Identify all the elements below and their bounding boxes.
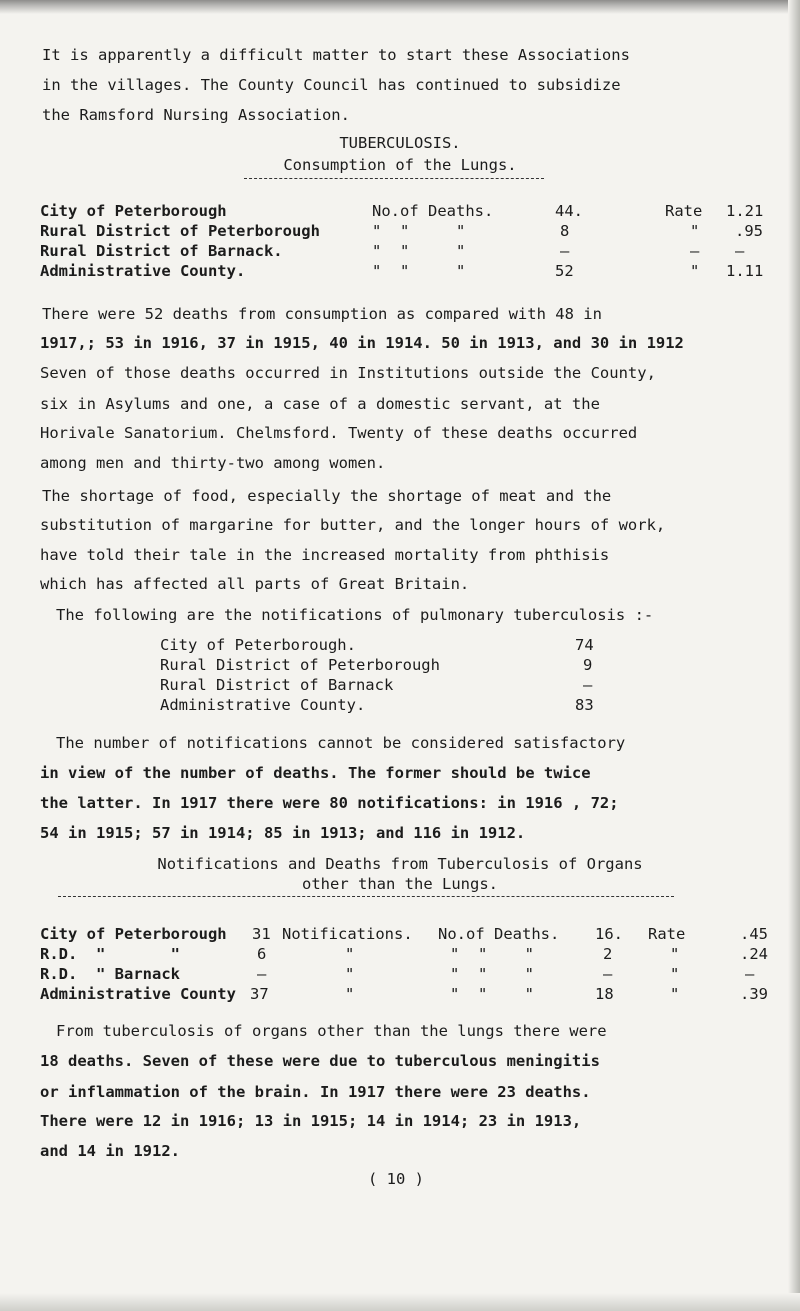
organs-row-area: R.D. " Barnack [40,965,180,983]
notif-row-value: 83 [575,696,594,714]
organs-row-notif-label: " [345,965,355,983]
lung-row-deaths: 44. [555,202,583,220]
lung-row-area: City of Peterborough [40,202,227,220]
organs-row-area: City of Peterborough [40,925,227,943]
consumption-subheading: Consumption of the Lungs. [283,156,517,174]
organs-row-notif-label: " [345,945,355,963]
organs-row-rate-label: " [670,985,680,1003]
notifications-intro: The following are the notifications of pulmonary tuberculosis :- [56,606,654,624]
para5-line: The number of notifications cannot be considered satisfactory [56,734,626,752]
para5-line: the latter. In 1917 there were 80 notifications: in 1916 , 72; [40,794,619,812]
notif-row-area: City of Peterborough. [160,636,356,654]
para2-line: There were 52 deaths from consumption as compared with 48 in [42,305,602,323]
para6-line: and 14 in 1912. [40,1142,180,1160]
organs-row-area: Administrative County [40,985,236,1003]
organs-row-deaths: – [603,965,613,983]
organs-row-deaths-label: No.of Deaths. [438,925,560,943]
para2-line: 1917,; 53 in 1916, 37 in 1915, 40 in 1914. 50 in 1913, and 30 in 1912 [40,334,684,352]
organs-heading: Notifications and Deaths from Tuberculosis of Organs [157,855,643,873]
organs-row-notif-label: " [345,985,355,1003]
lung-row-rate: .95 [735,222,763,240]
para3-line: substitution of margarine for butter, and the longer hours of work, [40,516,666,534]
para2-line: six in Asylums and one, a case of a domestic servant, at the [40,395,600,413]
lung-row-rate-label: " [690,262,700,280]
organs-row-deaths-label: " " " [450,985,534,1003]
lung-row-area: Rural District of Barnack. [40,242,283,260]
organs-row-notif: 31 [252,925,271,943]
lung-row-deaths: 8 [560,222,570,240]
lung-row-area: Administrative County. [40,262,246,280]
organs-row-rate: – [745,965,755,983]
notif-row-area: Administrative County. [160,696,366,714]
lung-row-rate-label: – [690,242,700,260]
heading-underline [244,178,544,179]
lung-row-deaths: 52 [555,262,574,280]
notif-row-value: 74 [575,636,594,654]
para3-line: which has affected all parts of Great Britain. [40,575,470,593]
para3-line: have told their tale in the increased mortality from phthisis [40,546,610,564]
organs-row-deaths-label: " " " [450,945,534,963]
organs-row-rate-label: Rate [648,925,686,943]
page-number: ( 10 ) [368,1170,424,1188]
para2-line: Horivale Sanatorium. Chelmsford. Twenty of these deaths occurred [40,424,638,442]
organs-row-deaths-label: " " " [450,965,534,983]
para6-line: 18 deaths. Seven of these were due to tuberculous meningitis [40,1052,600,1070]
para2-line: Seven of those deaths occurred in Institutions outside the County, [40,364,656,382]
intro-line-2: in the villages. The County Council has continued to subsidize [42,76,621,94]
organs-row-area: R.D. " " [40,945,180,963]
lung-row-label: " " " [372,242,466,260]
organs-row-notif: – [257,965,267,983]
lung-row-label: " " " [372,222,466,240]
organs-row-rate: .45 [740,925,768,943]
organs-row-rate-label: " [670,945,680,963]
para6-line: or inflammation of the brain. In 1917 there were 23 deaths. [40,1083,591,1101]
para3-line: The shortage of food, especially the shortage of meat and the [42,487,612,505]
notif-row-value: 9 [583,656,593,674]
lung-row-label: " " " [372,262,466,280]
tuberculosis-heading: TUBERCULOSIS. [339,134,461,152]
lung-row-deaths: – [560,242,570,260]
para6-line: There were 12 in 1916; 13 in 1915; 14 in 1914; 23 in 1913, [40,1112,582,1130]
lung-row-rate: 1.11 [726,262,764,280]
organs-row-rate: .39 [740,985,768,1003]
organs-row-notif-label: Notifications. [282,925,413,943]
lung-row-rate: – [735,242,745,260]
organs-row-rate-label: " [670,965,680,983]
para6-line: From tuberculosis of organs other than the lungs there were [56,1022,607,1040]
organs-row-rate: .24 [740,945,768,963]
scan-right-edge [788,0,800,1311]
para5-line: in view of the number of deaths. The former should be twice [40,764,591,782]
lung-row-rate-label: " [690,222,700,240]
lung-row-rate-label: Rate [665,202,703,220]
intro-line-3: the Ramsford Nursing Association. [42,106,350,124]
organs-heading-underline [58,896,674,897]
scan-bottom-edge [0,1293,800,1311]
para5-line: 54 in 1915; 57 in 1914; 85 in 1913; and 116 in 1912. [40,824,526,842]
lung-row-label: No.of Deaths. [372,202,494,220]
para2-line: among men and thirty-two among women. [40,454,386,472]
notif-row-value: – [583,676,593,694]
lung-row-rate: 1.21 [726,202,764,220]
organs-row-deaths: 2 [603,945,613,963]
organs-row-deaths: 16. [595,925,623,943]
intro-line-1: It is apparently a difficult matter to start these Associations [42,46,630,64]
notif-row-area: Rural District of Peterborough [160,656,440,674]
organs-row-deaths: 18 [595,985,614,1003]
notif-row-area: Rural District of Barnack [160,676,394,694]
organs-row-notif: 6 [257,945,267,963]
organs-subheading: other than the Lungs. [302,875,498,893]
organs-row-notif: 37 [250,985,269,1003]
lung-row-area: Rural District of Peterborough [40,222,320,240]
scan-top-edge [0,0,800,14]
